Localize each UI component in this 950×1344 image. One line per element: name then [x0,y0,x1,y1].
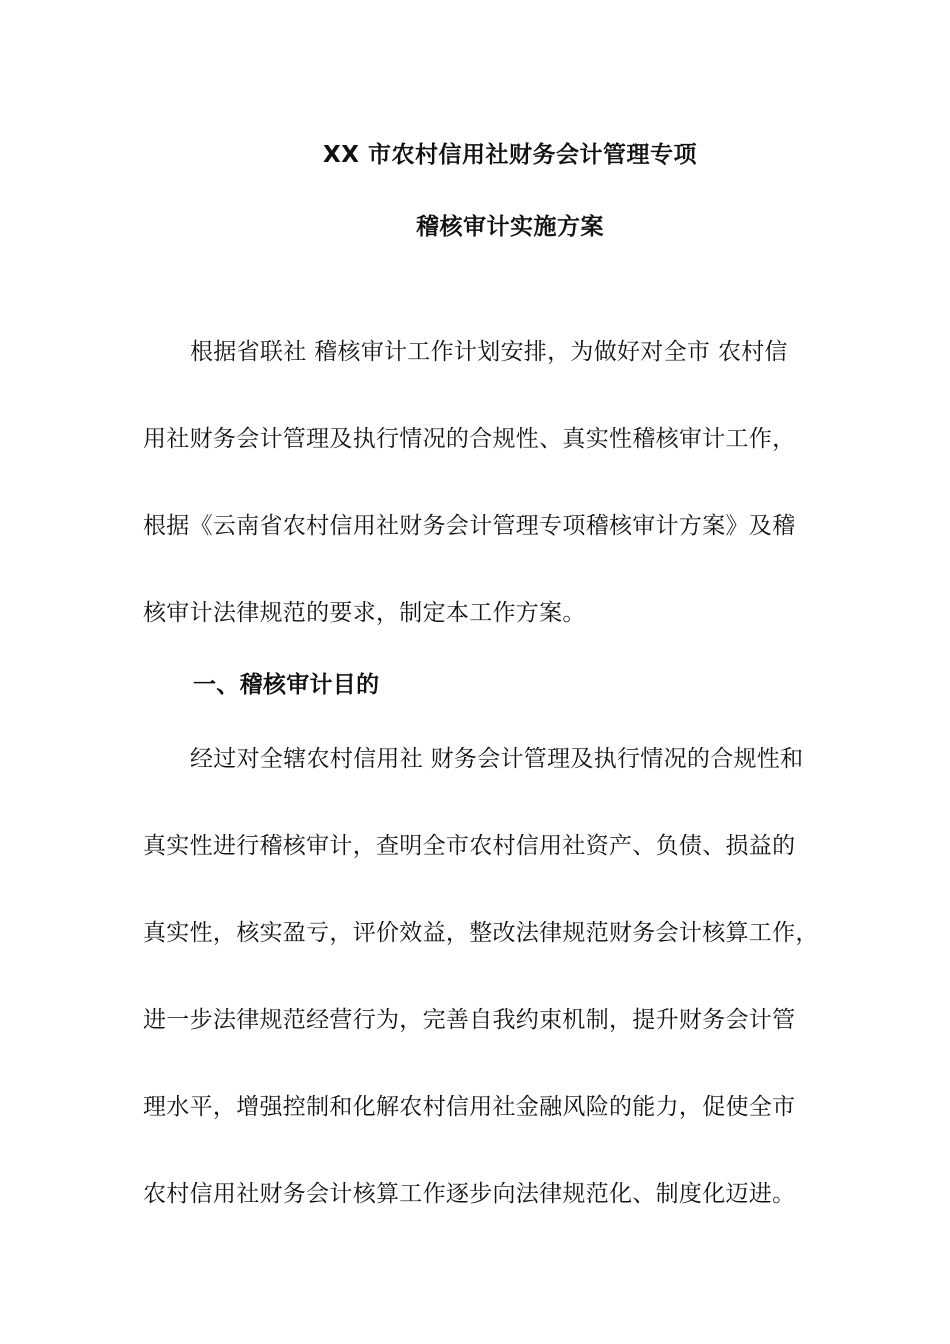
document-title-line-2: 稽核审计实施方案 [416,214,604,240]
paragraph-2-line-1: 经过对全辖农村信用社 财务会计管理及执行情况的合规性和 [190,746,804,772]
paragraph-1-line-2: 用社财务会计管理及执行情况的合规性、真实性稽核审计工作， [143,426,796,452]
paragraph-1-line-4: 核审计法律规范的要求，制定本工作方案。 [143,600,586,626]
document-title-line-1: XX 市农村信用社财务会计管理专项 [323,142,697,168]
section-1-heading: 一、稽核审计目的 [193,672,380,698]
paragraph-2-line-5: 理水平，增强控制和化解农村信用社金融风险的能力，促使全市 [143,1094,796,1120]
paragraph-1-line-1: 根据省联社 稽核审计工作计划安排，为做好对全市 农村信 [190,339,788,365]
paragraph-2-line-2: 真实性进行稽核审计，查明全市农村信用社资产、负债、损益的 [143,833,796,859]
paragraph-1-line-3: 根据《云南省农村信用社财务会计管理专项稽核审计方案》及稽 [143,513,796,539]
paragraph-2-line-4: 进一步法律规范经营行为，完善自我约束机制，提升财务会计管 [143,1007,796,1033]
paragraph-2-line-3: 真实性，核实盈亏，评价效益，整改法律规范财务会计核算工作， [143,920,819,946]
paragraph-2-line-6: 农村信用社财务会计核算工作逐步向法律规范化、制度化迈进。 [143,1181,796,1207]
